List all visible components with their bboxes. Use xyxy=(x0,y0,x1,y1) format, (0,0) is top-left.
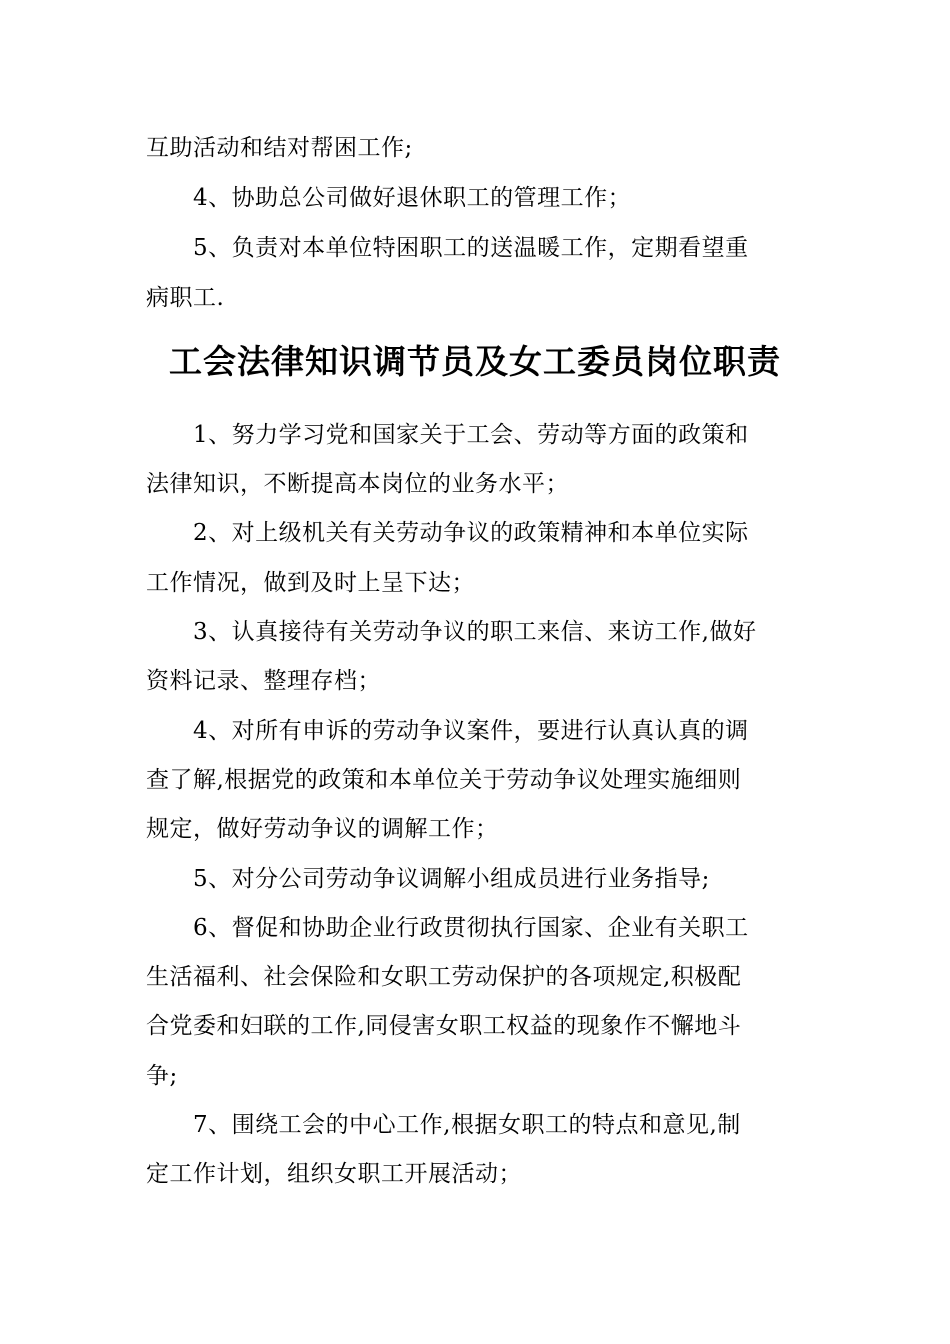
intro-line-3: 5、负责对本单位特困职工的送温暖工作，定期看望重 xyxy=(193,235,749,261)
body-line-8: 查了解,根据党的政策和本单位关于劳动争议处理实施细则 xyxy=(146,767,742,793)
intro-line-1: 互助活动和结对帮困工作; xyxy=(146,135,413,161)
body-line-14: 争; xyxy=(146,1063,178,1089)
body-line-15: 7、围绕工会的中心工作,根据女职工的特点和意见,制 xyxy=(193,1112,741,1138)
intro-line-4: 病职工. xyxy=(146,285,225,311)
body-line-10: 5、对分公司劳动争议调解小组成员进行业务指导; xyxy=(193,866,710,892)
body-line-1: 1、努力学习党和国家关于工会、劳动等方面的政策和 xyxy=(193,422,749,448)
section-title: 工会法律知识调节员及女工委员岗位职责 xyxy=(169,342,781,381)
body-line-12: 生活福利、社会保险和女职工劳动保护的各项规定,积极配 xyxy=(146,964,742,990)
body-line-2: 法律知识，不断提高本岗位的业务水平； xyxy=(146,471,569,497)
body-line-9: 规定，做好劳动争议的调解工作； xyxy=(146,816,499,842)
body-line-4: 工作情况，做到及时上呈下达； xyxy=(146,570,475,596)
body-line-11: 6、督促和协助企业行政贯彻执行国家、企业有关职工 xyxy=(193,915,749,941)
body-line-7: 4、对所有申诉的劳动争议案件，要进行认真认真的调 xyxy=(193,718,749,744)
body-line-13: 合党委和妇联的工作,同侵害女职工权益的现象作不懈地斗 xyxy=(146,1013,742,1039)
intro-line-2: 4、协助总公司做好退休职工的管理工作； xyxy=(193,185,632,211)
body-line-5: 3、认真接待有关劳动争议的职工来信、来访工作,做好 xyxy=(193,619,757,645)
body-line-6: 资料记录、整理存档； xyxy=(146,668,381,694)
body-line-3: 2、对上级机关有关劳动争议的政策精神和本单位实际 xyxy=(193,520,749,546)
body-line-16: 定工作计划，组织女职工开展活动； xyxy=(146,1161,522,1187)
